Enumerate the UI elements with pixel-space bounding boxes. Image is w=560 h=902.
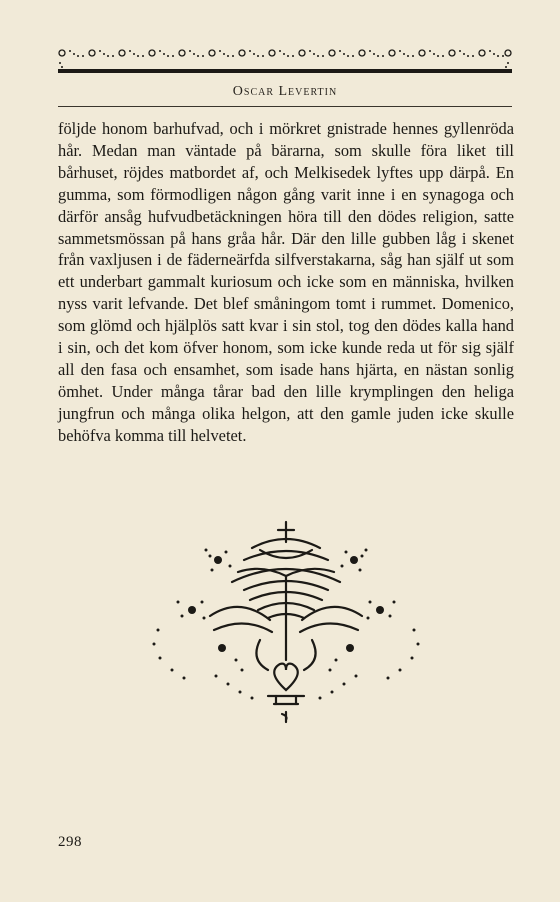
header-rule bbox=[58, 106, 512, 107]
floral-urn-ornament bbox=[140, 520, 432, 725]
running-head: Oscar Levertin bbox=[232, 84, 338, 99]
header-ornament-band bbox=[58, 44, 512, 78]
floral-urn-vignette bbox=[140, 520, 432, 725]
page-number: 298 bbox=[58, 834, 82, 850]
ring-border-ornament bbox=[58, 44, 512, 78]
body-paragraph: följde honom barhufvad, och i mörkret gnistrade hennes gyllenröda hår. Medan man väntade på bärarna, som skulle föra liket till bårhuset, röjdes matbordet af, och Melkisedek lyftes upp därpå. En gumma, som förmodligen någon gång varit inne i en synagoga och därför ansåg hufvudbetäckningen höra till den dödes religion, satte sammetsmössan på hans gråa hår. Där den lille gubben låg i skenet från vaxljusen i de fäderneärfda silfverstakarna, såg han själf ut som ett underbart gammalt kuriosum och icke som en människa, hvilken nyss varit lefvande. Det blef småningom tomt i rummet. Domenico, som glömd och hjälplös satt kvar i sin stol, tog den dödes kalla hand i sin, och det kom öfver honom, som icke kunde reda ut för sig själf all den fasa och ensamhet, som isade hans hjärta, en nästan sonlig ömhet. Under många tårar bad den lille krymplingen den heliga jungfrun och många olika helgon, att den gamle juden icke skulle behöfva komma till helvetet. bbox=[58, 119, 514, 445]
